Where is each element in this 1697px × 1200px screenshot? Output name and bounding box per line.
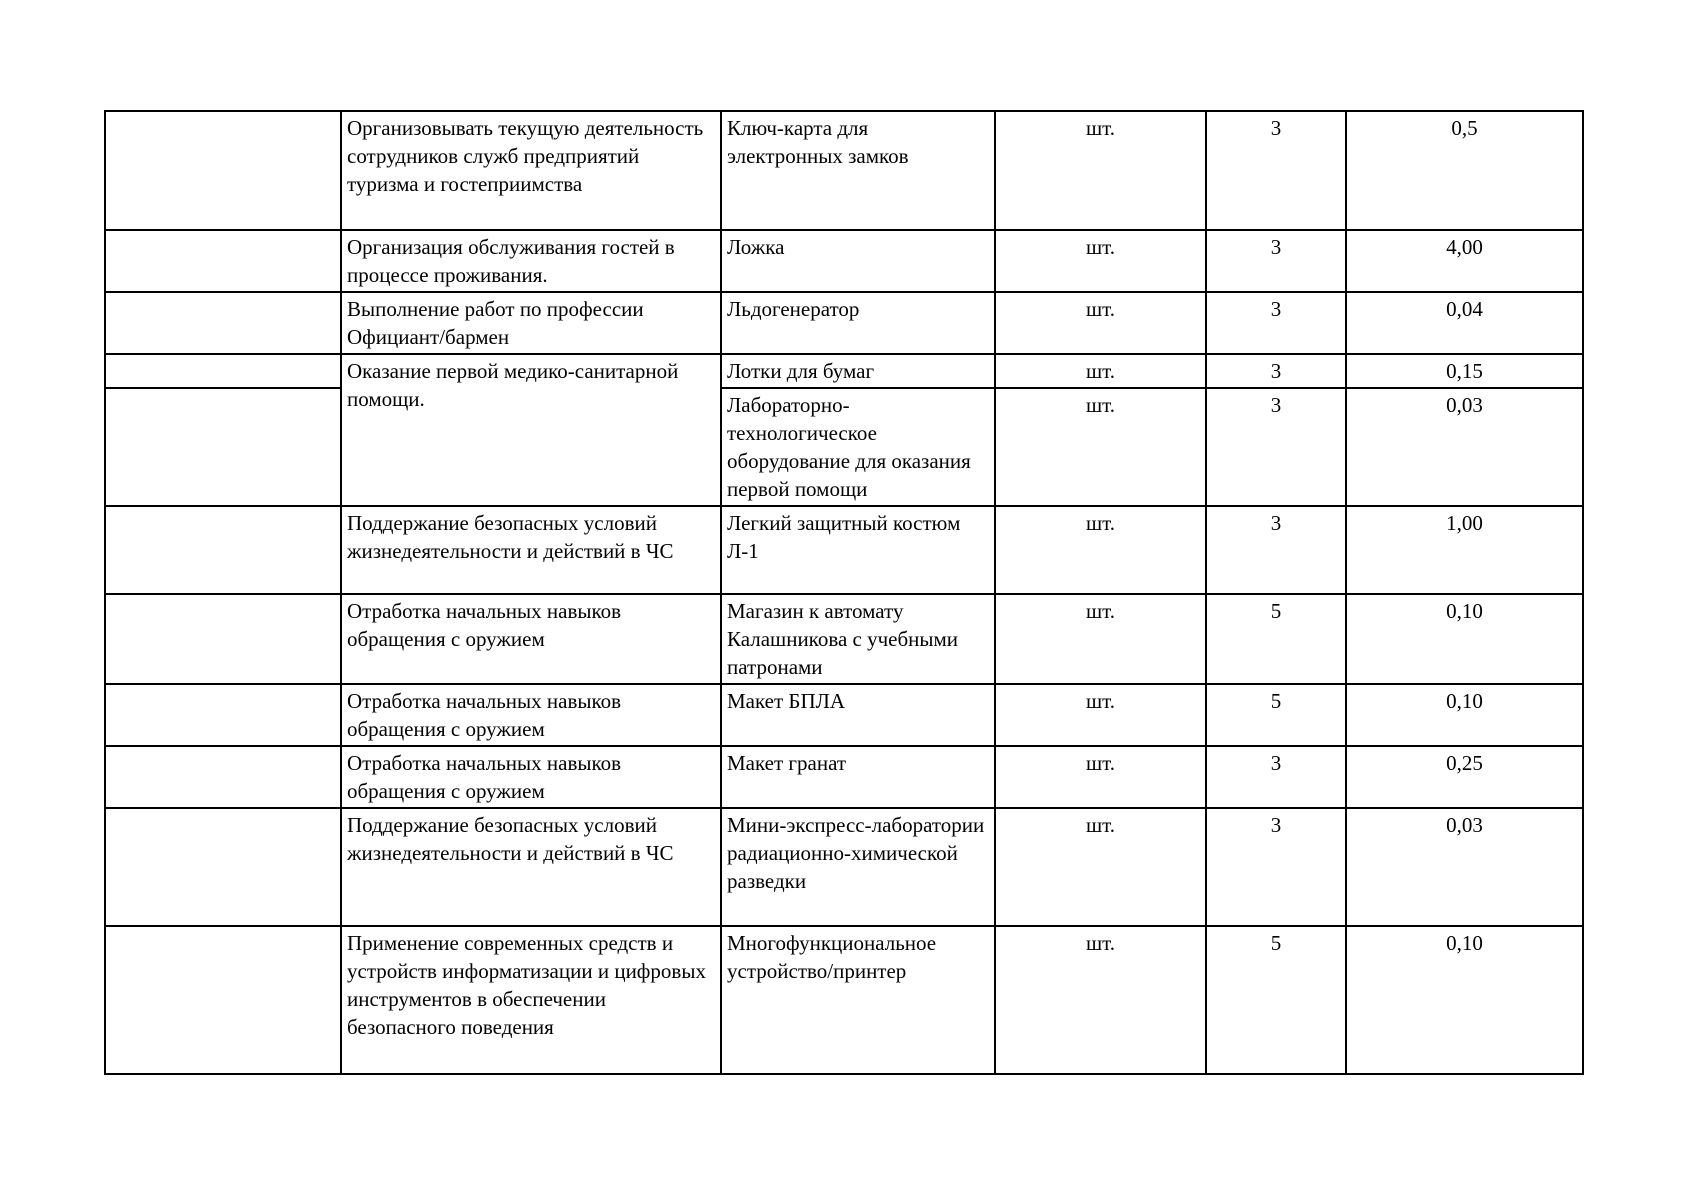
table-row — [105, 354, 1583, 388]
item-cell: Лотки для бумаг — [721, 354, 995, 388]
quantity-cell: 3 — [1206, 388, 1346, 506]
unit-cell: шт. — [995, 594, 1206, 684]
quantity-cell: 3 — [1206, 111, 1346, 230]
coefficient-cell: 0,04 — [1346, 292, 1583, 354]
index-cell — [105, 506, 341, 594]
coefficient-cell: 0,10 — [1346, 926, 1583, 1074]
table-row — [105, 388, 1583, 506]
unit-cell: шт. — [995, 292, 1206, 354]
index-cell — [105, 388, 341, 506]
coefficient-cell: 0,03 — [1346, 808, 1583, 926]
quantity-cell: 3 — [1206, 292, 1346, 354]
quantity-cell: 5 — [1206, 594, 1346, 684]
activity-cell: Поддержание безопасных условий жизнедеятельности и действий в ЧС — [341, 808, 721, 926]
index-cell — [105, 354, 341, 388]
quantity-cell: 3 — [1206, 746, 1346, 808]
coefficient-cell: 0,5 — [1346, 111, 1583, 230]
quantity-cell: 5 — [1206, 926, 1346, 1074]
equipment-table — [104, 110, 1584, 1075]
table-row — [105, 684, 1583, 746]
item-cell: Лабораторно-технологическое оборудование для оказания первой помощи — [721, 388, 995, 506]
coefficient-cell: 0,25 — [1346, 746, 1583, 808]
item-cell: Многофункциональное устройство/принтер — [721, 926, 995, 1074]
index-cell — [105, 594, 341, 684]
quantity-cell: 3 — [1206, 506, 1346, 594]
activity-cell: Организовывать текущую деятельность сотрудников служб предприятий туризма и гостеприимства — [341, 111, 721, 230]
activity-cell: Оказание первой медико-санитарной помощи. — [341, 354, 721, 506]
index-cell — [105, 926, 341, 1074]
table-row — [105, 111, 1583, 230]
coefficient-cell: 1,00 — [1346, 506, 1583, 594]
quantity-cell: 5 — [1206, 684, 1346, 746]
coefficient-cell: 4,00 — [1346, 230, 1583, 292]
item-cell: Легкий защитный костюм Л-1 — [721, 506, 995, 594]
coefficient-cell: 0,10 — [1346, 594, 1583, 684]
unit-cell: шт. — [995, 746, 1206, 808]
item-cell: Магазин к автомату Калашникова с учебными патронами — [721, 594, 995, 684]
unit-cell: шт. — [995, 111, 1206, 230]
index-cell — [105, 808, 341, 926]
table-row — [105, 808, 1583, 926]
table-row — [105, 926, 1583, 1074]
unit-cell: шт. — [995, 808, 1206, 926]
quantity-cell: 3 — [1206, 230, 1346, 292]
table-row — [105, 594, 1583, 684]
index-cell — [105, 746, 341, 808]
item-cell: Льдогенератор — [721, 292, 995, 354]
index-cell — [105, 111, 341, 230]
table-row — [105, 506, 1583, 594]
unit-cell: шт. — [995, 926, 1206, 1074]
table-row — [105, 746, 1583, 808]
activity-cell: Применение современных средств и устройств информатизации и цифровых инструментов в обеспечении безопасного поведения — [341, 926, 721, 1074]
activity-cell: Поддержание безопасных условий жизнедеятельности и действий в ЧС — [341, 506, 721, 594]
quantity-cell: 3 — [1206, 354, 1346, 388]
unit-cell: шт. — [995, 506, 1206, 594]
activity-cell: Выполнение работ по профессии Официант/бармен — [341, 292, 721, 354]
item-cell: Ключ-карта для электронных замков — [721, 111, 995, 230]
quantity-cell: 3 — [1206, 808, 1346, 926]
activity-cell: Организация обслуживания гостей в процессе проживания. — [341, 230, 721, 292]
item-cell: Макет гранат — [721, 746, 995, 808]
unit-cell: шт. — [995, 354, 1206, 388]
item-cell: Макет БПЛА — [721, 684, 995, 746]
coefficient-cell: 0,10 — [1346, 684, 1583, 746]
activity-cell: Отработка начальных навыков обращения с оружием — [341, 594, 721, 684]
coefficient-cell: 0,15 — [1346, 354, 1583, 388]
item-cell: Мини-экспресс-лаборатории радиационно-химической разведки — [721, 808, 995, 926]
table-row — [105, 292, 1583, 354]
index-cell — [105, 684, 341, 746]
index-cell — [105, 292, 341, 354]
index-cell — [105, 230, 341, 292]
unit-cell: шт. — [995, 388, 1206, 506]
item-cell: Ложка — [721, 230, 995, 292]
unit-cell: шт. — [995, 230, 1206, 292]
table-row — [105, 230, 1583, 292]
activity-cell: Отработка начальных навыков обращения с оружием — [341, 684, 721, 746]
unit-cell: шт. — [995, 684, 1206, 746]
activity-cell: Отработка начальных навыков обращения с оружием — [341, 746, 721, 808]
coefficient-cell: 0,03 — [1346, 388, 1583, 506]
